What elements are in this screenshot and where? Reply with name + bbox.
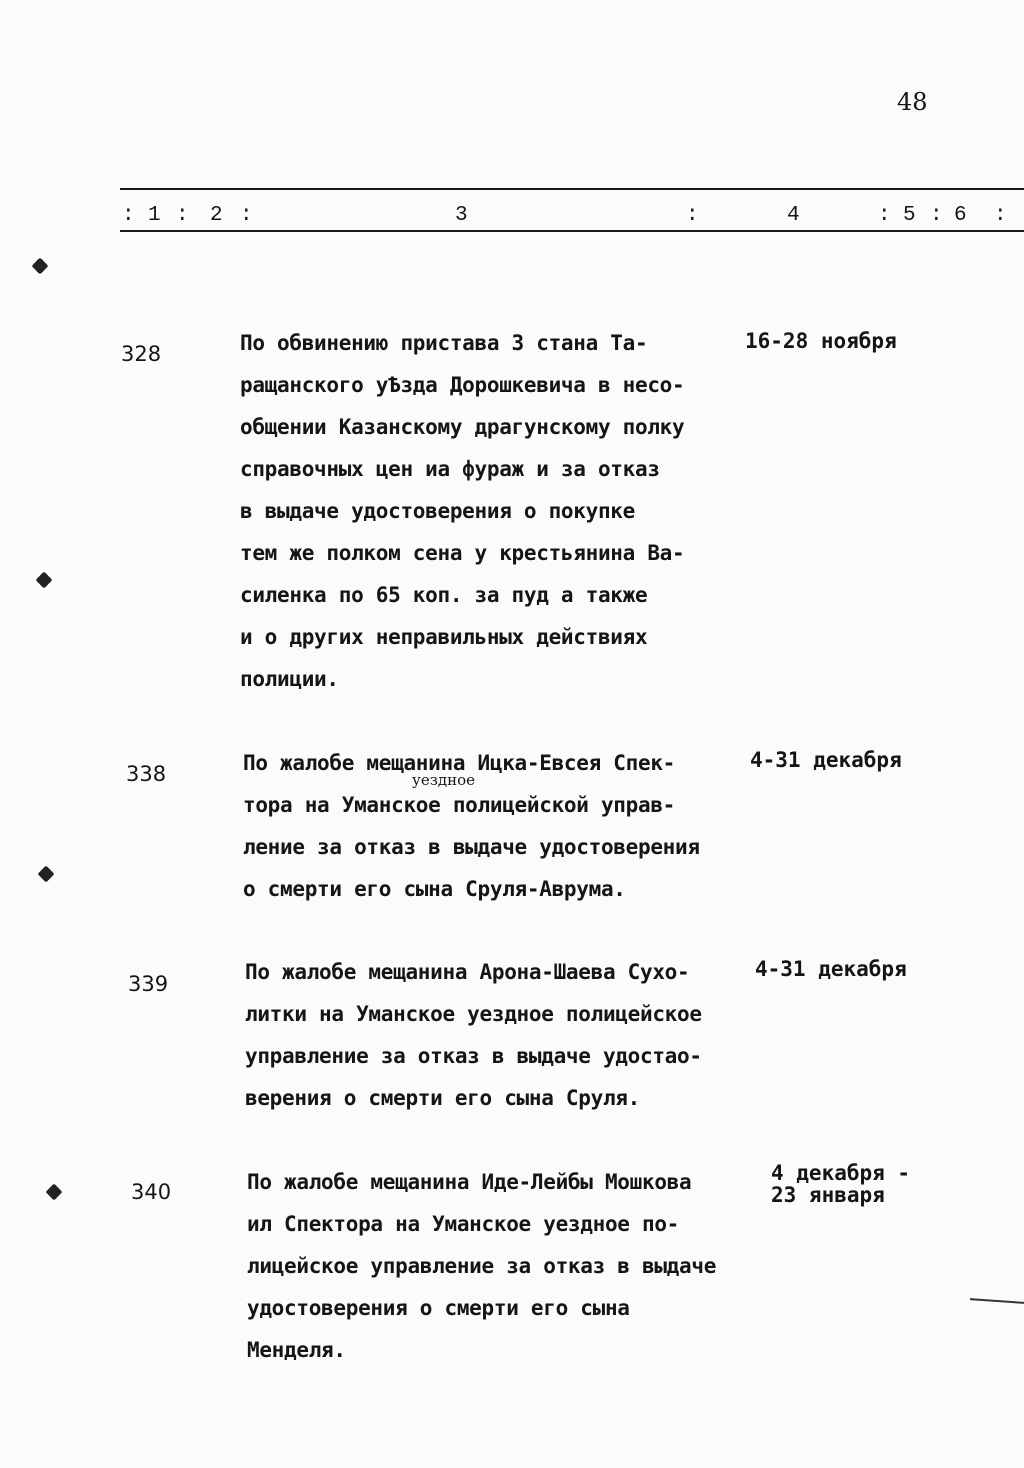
header-col-1: 1 (148, 204, 161, 227)
header-separator: : (122, 204, 135, 227)
text-line: полиции. (240, 667, 339, 691)
binding-mark (38, 866, 55, 883)
text-line: и о других неправильных действиях (240, 625, 648, 649)
text-line: силенка по 65 коп. за пуд а также (240, 583, 648, 607)
text-line: По жалобе мещанина Иде-Лейбы Мошкова (247, 1170, 692, 1194)
header-separator: : (878, 204, 891, 227)
header-top-rule (120, 188, 1024, 190)
header-separator: : (176, 204, 189, 227)
text-line: тора на Уманское полицейской управ- (243, 793, 676, 817)
header-col-3: 3 (455, 204, 468, 227)
record-number: 338 (126, 762, 167, 786)
handwritten-insert: уездное (412, 771, 476, 789)
header-bottom-rule (120, 230, 1024, 232)
record-date (755, 958, 907, 980)
text-line: лицейское управление за отказ в выдаче (247, 1254, 717, 1278)
record-date (750, 749, 902, 771)
pen-stroke (970, 1298, 1024, 1304)
page-number: 48 (897, 88, 928, 116)
record-description (240, 322, 684, 700)
text-line: По обвинению пристава 3 стана Та- (240, 331, 648, 355)
text-line: ил Спектора на Уманское уездное по- (247, 1212, 680, 1236)
record-number: 340 (131, 1180, 172, 1204)
date-line: 16-28 ноября (745, 329, 897, 353)
binding-mark (36, 572, 53, 589)
text-line: справочных цен иа фураж и за отказ (240, 457, 660, 481)
date-line: 4-31 декабря (755, 957, 907, 981)
text-line: ление за отказ в выдаче удостоверения (243, 835, 700, 859)
header-col-5: 5 (903, 204, 916, 227)
record-number: 339 (128, 972, 169, 996)
record-description (247, 1161, 716, 1371)
text-line: в выдаче удостоверения о покупке (240, 499, 635, 523)
header-separator: : (686, 204, 699, 227)
header-col-6: 6 (954, 204, 967, 227)
record-date (771, 1162, 910, 1206)
text-line: верения о смерти его сына Сруля. (245, 1086, 640, 1110)
date-line: 4 декабря - (771, 1161, 911, 1185)
record-date (745, 330, 897, 352)
header-col-4: 4 (787, 204, 800, 227)
record-number: 328 (121, 342, 162, 366)
text-line: По жалобе мещанина Арона-Шаева Сухо- (245, 960, 690, 984)
date-line: 4-31 декабря (750, 748, 902, 772)
binding-mark (32, 258, 49, 275)
text-line: удостоверения о смерти его сына (247, 1296, 630, 1320)
text-line: тем же полком сена у крестьянина Ва- (240, 541, 685, 565)
header-separator: : (994, 204, 1007, 227)
header-separator: : (240, 204, 253, 227)
record-description (243, 742, 700, 910)
text-line: о смерти его сына Сруля-Аврума. (243, 877, 626, 901)
date-line: 23 января (771, 1183, 885, 1207)
text-line: По жалобе мещанина Ицка-Евсея Спек- (243, 751, 676, 775)
text-line: Менделя. (247, 1338, 346, 1362)
header-col-2: 2 (210, 204, 223, 227)
record-description (245, 951, 702, 1119)
header-separator: : (930, 204, 943, 227)
binding-mark (46, 1184, 63, 1201)
text-line: управление за отказ в выдаче удостао- (245, 1044, 702, 1068)
text-line: литки на Уманское уездное полицейское (245, 1002, 702, 1026)
text-line: ращанского уѢзда Дорошкевича в несо- (240, 373, 685, 397)
text-line: общении Казанскому драгунскому полку (240, 415, 685, 439)
